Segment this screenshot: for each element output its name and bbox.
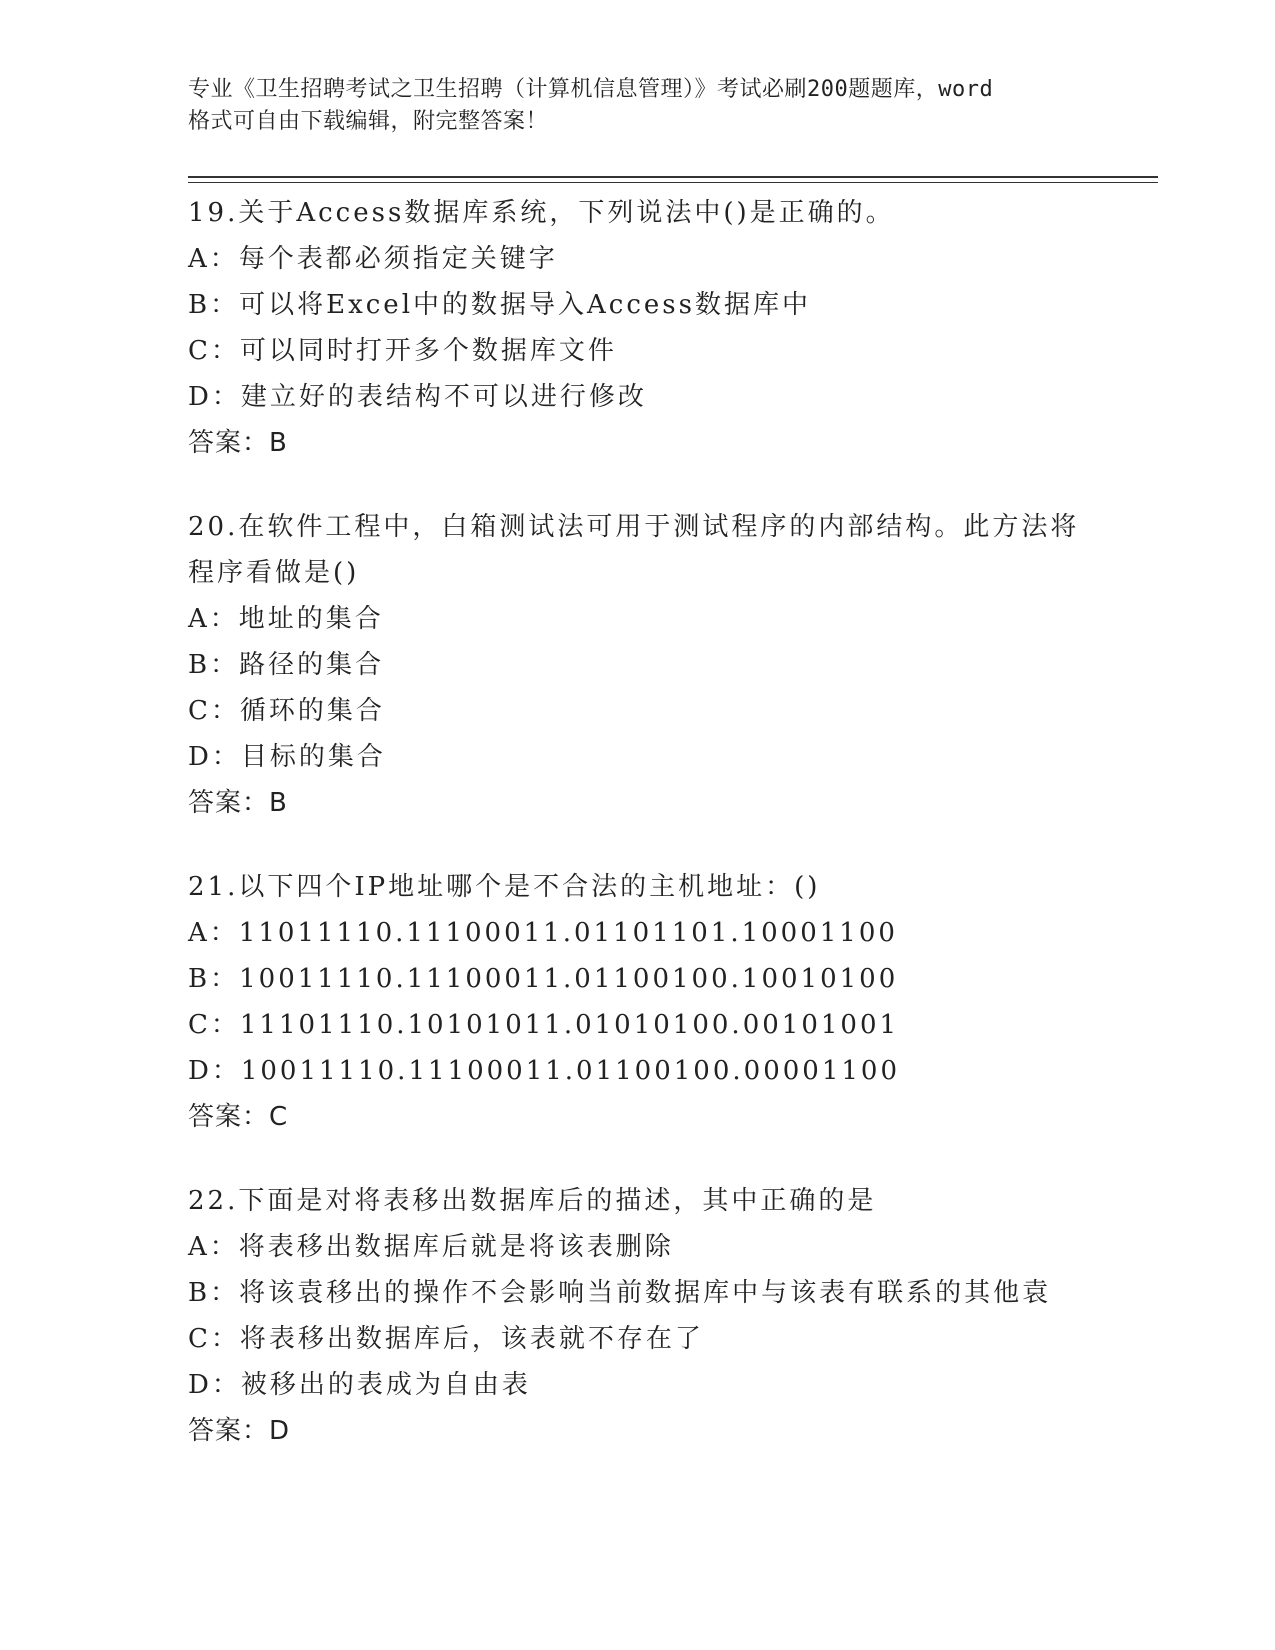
answer-line: 答案：C [188, 1102, 289, 1132]
document-header [188, 74, 1088, 138]
option-a: A：地址的集合 [188, 604, 384, 634]
option-d: D：10011110.11100011.01100100.00001100 [188, 1056, 900, 1086]
header-divider-thin [188, 182, 1158, 183]
header-line-2: 格式可自由下载编辑，附完整答案！ [188, 109, 549, 134]
option-b: B：路径的集合 [188, 650, 385, 680]
question-stem: 19.关于Access数据库系统，下列说法中()是正确的。 [188, 198, 895, 228]
option-b: B：将该袁移出的操作不会影响当前数据库中与该表有联系的其他袁 [188, 1278, 1052, 1308]
question-stem: 22.下面是对将表移出数据库后的描述，其中正确的是 [188, 1186, 877, 1216]
question-22 [188, 1178, 1088, 1454]
question-21 [188, 864, 1088, 1140]
option-d: D：被移出的表成为自由表 [188, 1370, 531, 1400]
header-divider-thick [188, 176, 1158, 178]
header-line-1: 专业《卫生招聘考试之卫生招聘（计算机信息管理）》考试必刷200题题库，word [188, 77, 994, 102]
answer-line: 答案：D [188, 1416, 291, 1446]
option-c: C：将表移出数据库后，该表就不存在了 [188, 1324, 704, 1354]
option-b: B：10011110.11100011.01100100.10010100 [188, 964, 899, 994]
option-b: B：可以将Excel中的数据导入Access数据库中 [188, 290, 811, 320]
answer-line: 答案：B [188, 428, 288, 458]
question-20 [188, 504, 1088, 826]
option-d: D：建立好的表结构不可以进行修改 [188, 382, 647, 412]
option-d: D：目标的集合 [188, 742, 386, 772]
option-a: A：将表移出数据库后就是将该表删除 [188, 1232, 674, 1262]
question-stem: 20.在软件工程中，白箱测试法可用于测试程序的内部结构。此方法将 [188, 512, 1080, 542]
option-a: A：每个表都必须指定关键字 [188, 244, 558, 274]
option-c: C：循环的集合 [188, 696, 385, 726]
option-c: C：11101110.10101011.01010100.00101001 [188, 1010, 900, 1040]
question-list [188, 190, 1088, 1492]
option-c: C：可以同时打开多个数据库文件 [188, 336, 617, 366]
answer-line: 答案：B [188, 788, 288, 818]
option-a: A：11011110.11100011.01101101.10001100 [188, 918, 898, 948]
question-19 [188, 190, 1088, 466]
question-stem: 21.以下四个IP地址哪个是不合法的主机地址：() [188, 872, 821, 902]
question-stem-continued: 程序看做是() [188, 558, 360, 588]
